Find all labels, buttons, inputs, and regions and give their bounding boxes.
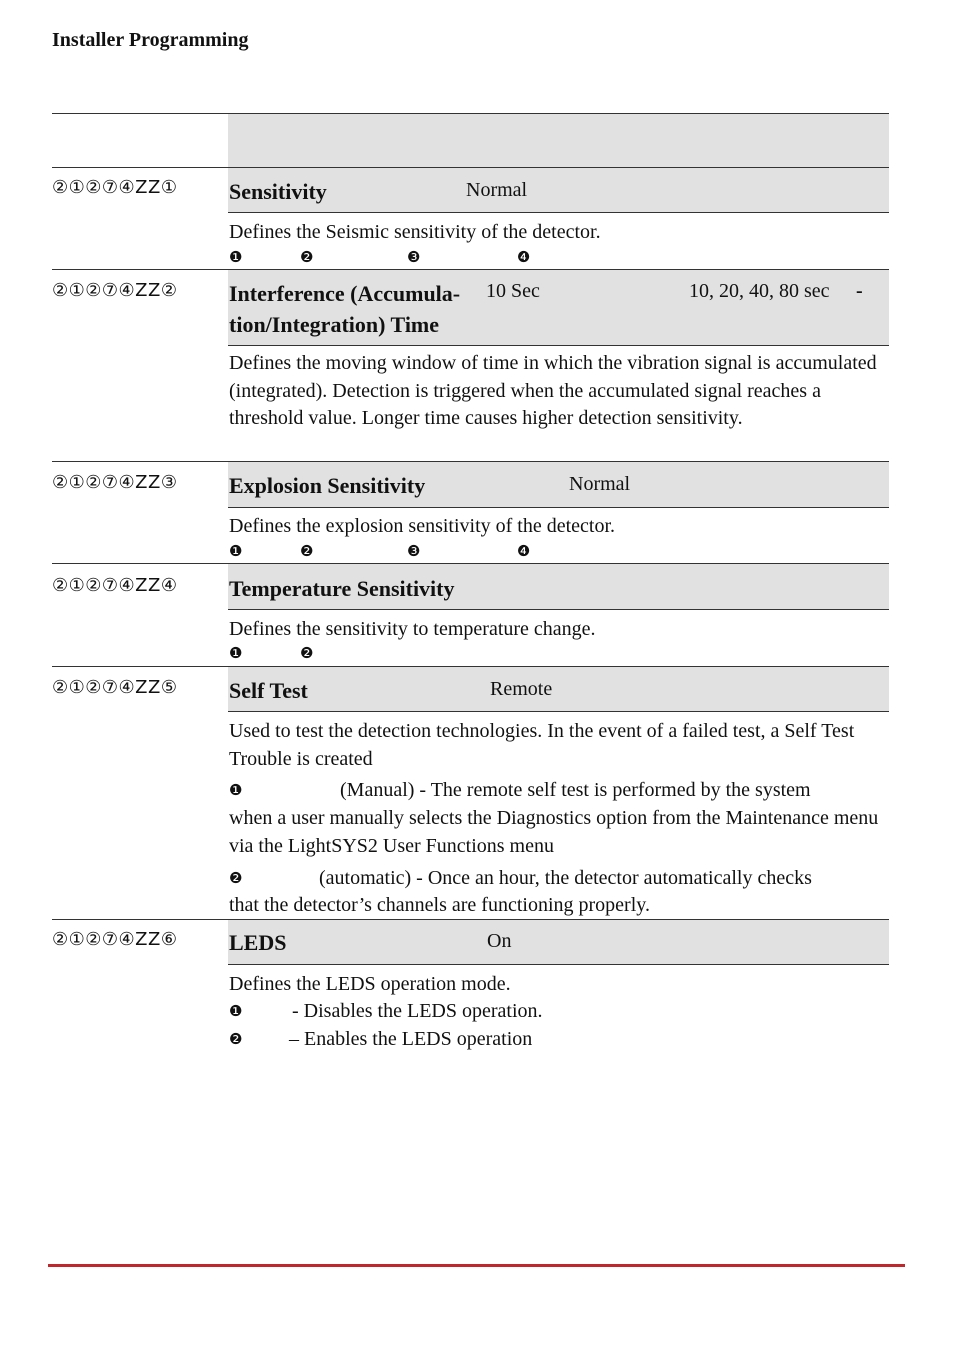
- row-title: Interference (Accumula-: [229, 281, 461, 306]
- row-description: Defines the LEDS operation mode.: [229, 973, 511, 995]
- title-underline: [228, 711, 889, 712]
- option-4-marker: ❹: [517, 248, 531, 266]
- row-description: Used to test the detection technologies. In the event of a failed test, a Self Test Trouble is created: [229, 720, 855, 770]
- option-2-text: – Enables the LEDS operation: [289, 1028, 533, 1050]
- row-description: Defines the moving window of time in which the vibration signal is accumulated (integrated). Detection is triggered when the accumulated signal reaches a threshold value. Longer time causes higher detection sensitivity.: [229, 352, 877, 429]
- title-underline: [228, 609, 889, 610]
- row-description: Defines the sensitivity to temperature change.: [229, 618, 596, 640]
- row-default: On: [487, 930, 512, 952]
- option-4-marker: ❹: [517, 542, 531, 560]
- option-3-marker: ❸: [407, 248, 421, 266]
- option-1-marker: ❶: [229, 248, 243, 266]
- option-2-marker: ❷: [300, 248, 314, 266]
- option-1-text: - Disables the LEDS operation.: [292, 1000, 543, 1022]
- row-code: ②①②⑦④ZZ④: [52, 575, 178, 596]
- row-code: ②①②⑦④ZZ③: [52, 472, 178, 493]
- row-range-suffix: -: [856, 280, 863, 302]
- option-2-marker: ❷: [300, 542, 314, 560]
- footer-rule: [48, 1264, 905, 1267]
- option-2-text: (automatic) - Once an hour, the detector automatically checks: [319, 867, 812, 889]
- row-title: Sensitivity: [229, 179, 327, 204]
- title-underline: [228, 507, 889, 508]
- row-code: ②①②⑦④ZZ①: [52, 177, 178, 198]
- option-2-continued: that the detector’s channels are functioning properly.: [229, 894, 650, 916]
- row-default: Remote: [490, 678, 553, 700]
- option-1-marker: ❶: [229, 542, 243, 560]
- option-1-marker: ❶: [229, 781, 243, 799]
- row-title: LEDS: [229, 930, 287, 955]
- option-2-marker: ❷: [229, 1030, 243, 1048]
- row-range: 10, 20, 40, 80 sec: [689, 280, 830, 302]
- row-default: 10 Sec: [486, 280, 540, 302]
- table-header-band: [228, 114, 889, 167]
- option-2-marker: ❷: [229, 869, 243, 887]
- page-header: Installer Programming: [52, 29, 249, 51]
- row-description: Defines the Seismic sensitivity of the detector.: [229, 221, 601, 243]
- title-underline: [228, 345, 889, 346]
- option-1-text: (Manual) - The remote self test is performed by the system: [340, 779, 811, 801]
- row-description: Defines the explosion sensitivity of the detector.: [229, 515, 616, 537]
- row-title-band: [228, 667, 889, 711]
- row-default: Normal: [569, 473, 631, 495]
- row-title-continued: tion/Integration) Time: [229, 312, 440, 337]
- row-title: Temperature Sensitivity: [229, 576, 455, 601]
- option-3-marker: ❸: [407, 542, 421, 560]
- row-code: ②①②⑦④ZZ⑥: [52, 929, 178, 950]
- title-underline: [228, 212, 889, 213]
- row-code: ②①②⑦④ZZ⑤: [52, 677, 178, 698]
- option-1-continued: when a user manually selects the Diagnostics option from the Maintenance menu via the LightSYS2 User Functions menu: [229, 807, 879, 857]
- option-2-marker: ❷: [300, 644, 314, 662]
- option-1-marker: ❶: [229, 1002, 243, 1020]
- row-title: Explosion Sensitivity: [229, 473, 426, 498]
- title-underline: [228, 964, 889, 965]
- row-title: Self Test: [229, 678, 308, 703]
- row-code: ②①②⑦④ZZ②: [52, 280, 178, 301]
- row-default: Normal: [466, 179, 528, 201]
- option-1-marker: ❶: [229, 644, 243, 662]
- row-title-band: [228, 168, 889, 212]
- row-title-band: [228, 920, 889, 964]
